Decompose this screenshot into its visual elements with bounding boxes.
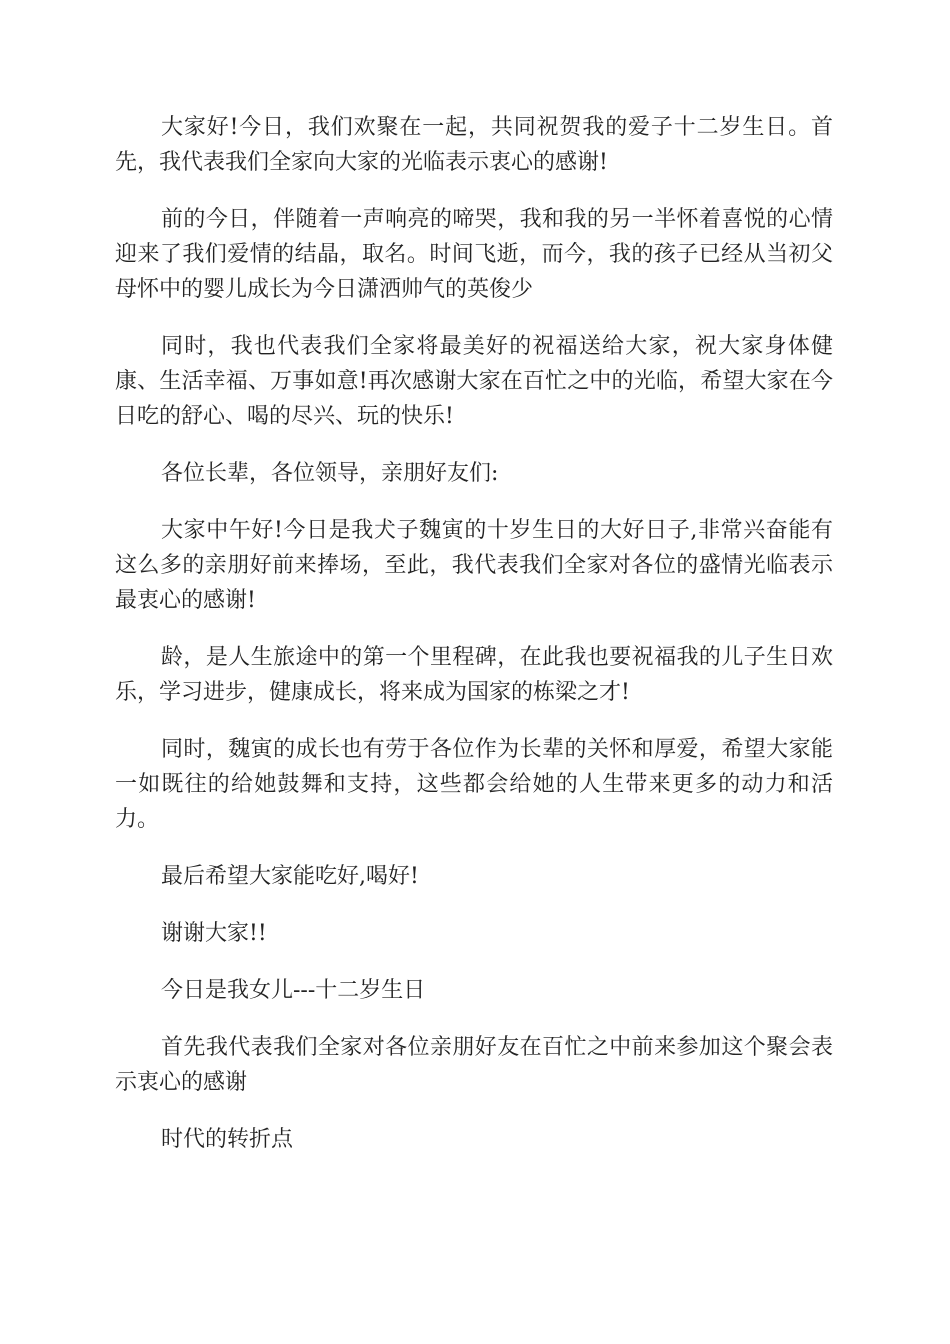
paragraph-gratitude: 首先我代表我们全家对各位亲朋好友在百忙之中前来参加这个聚会表示衷心的感谢 bbox=[115, 1035, 833, 1095]
paragraph-thank-you: 谢谢大家!! bbox=[161, 921, 267, 946]
paragraph-blessing-guests: 同时，我也代表我们全家将最美好的祝福送给大家，祝大家身体健康、生活幸福、万事如意!再次感谢大家在百忙之中的光临，希望大家在今日吃的舒心、喝的尽兴、玩的快乐! bbox=[115, 334, 833, 429]
paragraph-milestone: 龄，是人生旅途中的第一个里程碑，在此我也要祝福我的儿子生日欢乐，学习进步，健康成长，将来成为国家的栋梁之才! bbox=[115, 645, 833, 705]
paragraph-noon-greeting: 大家中午好!今日是我犬子魏寅的十岁生日的大好日子,非常兴奋能有这么多的亲朋好前来捧场，至此，我代表我们全家对各位的盛情光临表示最衷心的感谢! bbox=[115, 518, 833, 613]
paragraph-salutation: 各位长辈，各位领导，亲朋好友们: bbox=[161, 461, 499, 486]
paragraph-enjoy-meal: 最后希望大家能吃好,喝好! bbox=[161, 864, 419, 889]
paragraph-turning-point: 时代的转折点 bbox=[161, 1127, 294, 1152]
paragraph-greeting: 大家好!今日，我们欢聚在一起，共同祝贺我的爱子十二岁生日。首先，我代表我们全家向大家的光临表示衷心的感谢! bbox=[115, 115, 833, 175]
paragraph-birth-memory: 前的今日，伴随着一声响亮的啼哭，我和我的另一半怀着喜悦的心情迎来了我们爱情的结晶，取名。时间飞逝，而今，我的孩子已经从当初父母怀中的婴儿成长为今日潇洒帅气的英俊少 bbox=[115, 207, 833, 302]
document-body bbox=[115, 110, 833, 1179]
paragraph-thanks-elders: 同时，魏寅的成长也有劳于各位作为长辈的关怀和厚爱，希望大家能一如既往的给她鼓舞和支持，这些都会给她的人生带来更多的动力和活力。 bbox=[115, 737, 833, 832]
paragraph-daughter-birthday: 今日是我女儿---十二岁生日 bbox=[161, 978, 426, 1003]
